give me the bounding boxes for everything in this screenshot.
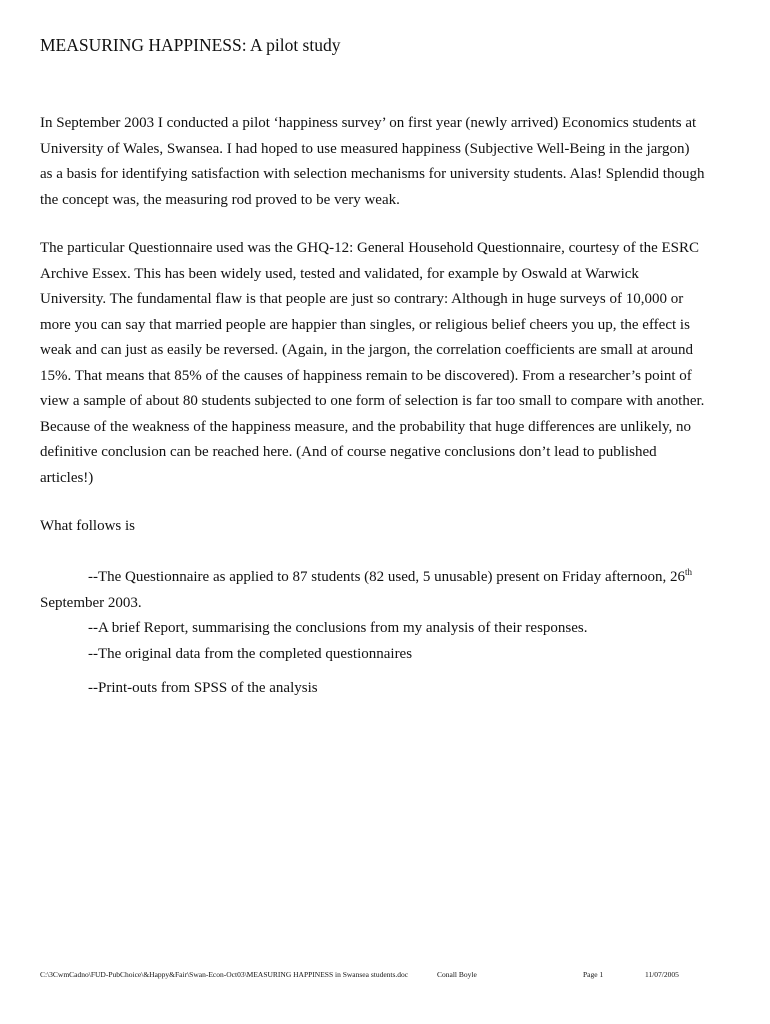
page-footer [0,968,770,982]
list-item-continuation: September 2003. [40,594,142,611]
text-line: What follows is [40,518,135,534]
contents-list-last [40,676,740,702]
text-line: University. The fundamental flaw is that people are just so contrary: Although in huge surveys of 10,000 or [40,291,684,307]
contents-list [40,565,740,667]
what-follows-heading [40,514,740,540]
text-line: The particular Questionnaire used was the GHQ-12: General Household Questionnaire, courtesy of the ESRC [40,240,699,256]
list-item: --Print-outs from SPSS of the analysis [88,680,318,696]
list-item [40,565,740,591]
text-line: articles!) [40,469,94,486]
text-line: as a basis for identifying satisfaction with selection mechanisms for university students. Alas! Splendid though [40,166,705,182]
ordinal-suffix: th [684,567,692,577]
footer-author: Conall Boyle [437,970,477,979]
list-item: --The original data from the completed questionnaires [88,645,413,662]
text-line: Archive Essex. This has been widely used, tested and validated, for example by Oswald at Warwick [40,265,639,282]
paragraph-questionnaire [40,236,740,491]
text-line: University of Wales, Swansea. I had hoped to use measured happiness (Subjective Well-Being in the jargon) [40,140,690,157]
text-line: definitive conclusion can be reached here. (And of course negative conclusions don’t lead to published [40,444,657,460]
text-line: view a sample of about 80 students subjected to one form of selection is far too small to compare with another. [40,393,705,409]
list-item-text: --The Questionnaire as applied to 87 students (82 used, 5 unusable) present on Friday afternoon, 26 [88,569,685,585]
paragraph-intro [40,111,740,213]
footer-date: 11/07/2005 [645,970,679,979]
page-title: MEASURING HAPPINESS: A pilot study [40,35,341,55]
list-item: --A brief Report, summarising the conclusions from my analysis of their responses. [88,620,588,636]
text-line: weak and can just as easily be reversed. (Again, in the jargon, the correlation coefficients are small at around [40,342,693,358]
text-line: the concept was, the measuring rod proved to be very weak. [40,191,400,208]
footer-page-number: Page 1 [583,970,604,979]
text-line: In September 2003 I conducted a pilot ‘happiness survey’ on first year (newly arrived) Economics students at [40,115,697,131]
text-line: Because of the weakness of the happiness measure, and the probability that huge differences are unlikely, no [40,418,692,435]
footer-file-path: C:\3CwmCadno\FUD-PubChoice\&Happy&Fair\Swan-Econ-Oct03\MEASURING HAPPINESS in Swansea students.doc [40,970,409,979]
text-line: more you can say that married people are happier than singles, or religious belief cheers you up, the effect is [40,316,690,333]
text-line: 15%. That means that 85% of the causes of happiness remain to be discovered). From a researcher’s point of [40,367,692,384]
